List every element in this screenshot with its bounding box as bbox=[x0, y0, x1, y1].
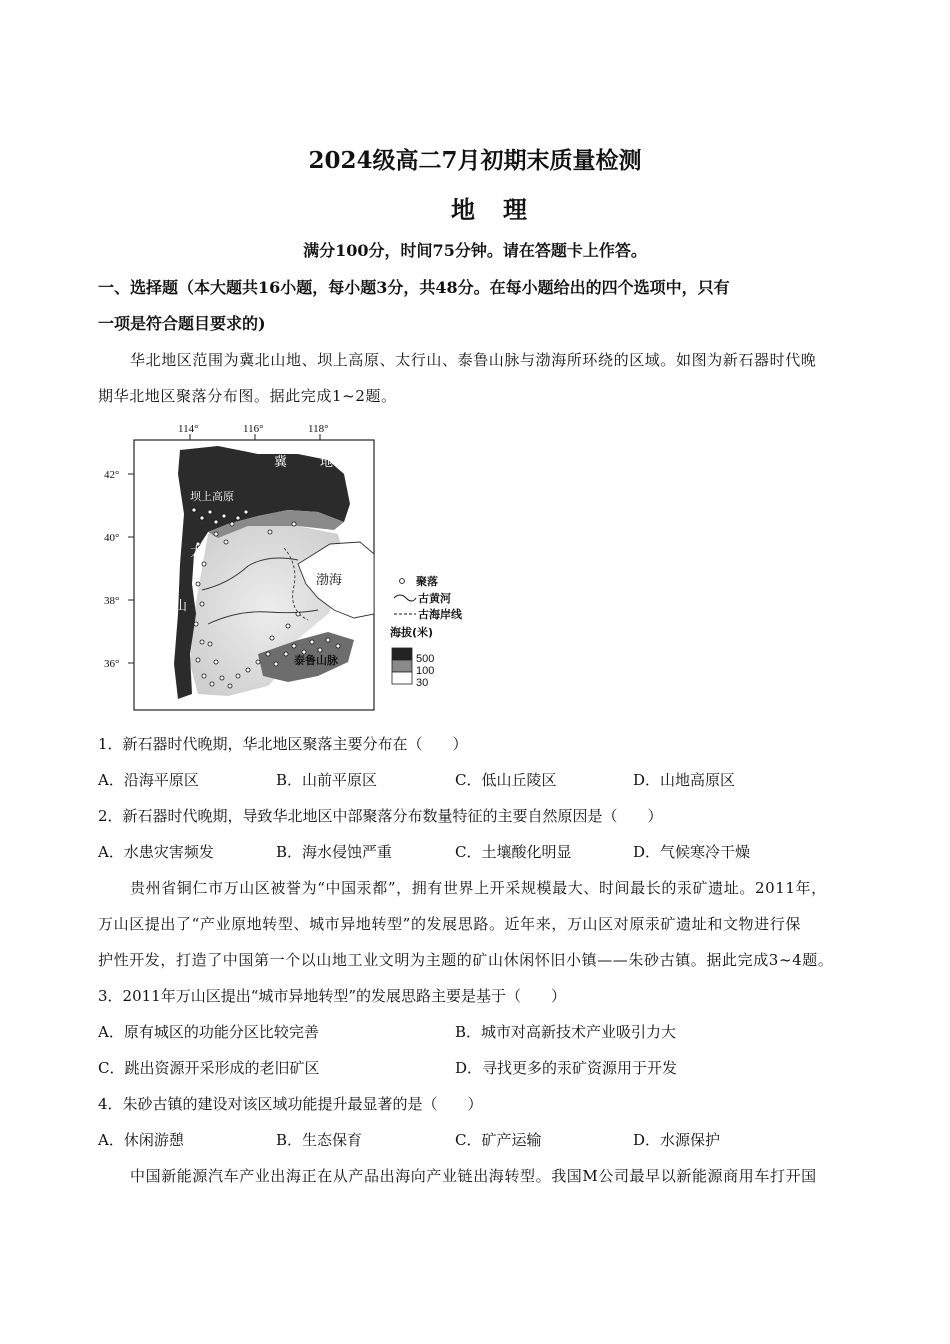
legend-elevation-title: 海拔(米) bbox=[390, 626, 434, 639]
lon-label-118: 118° bbox=[308, 423, 329, 435]
question-1-stem: 1．新石器时代晚期，华北地区聚落主要分布在（ ） bbox=[98, 735, 468, 753]
label-tailu: 泰鲁山脉 bbox=[294, 654, 338, 667]
subject-title: 地理 bbox=[451, 195, 555, 224]
lat-label-36: 36° bbox=[104, 658, 120, 670]
q2-option-b: B．海水侵蚀严重 bbox=[276, 843, 393, 861]
q4-option-c: C．矿产运输 bbox=[455, 1131, 542, 1149]
label-bohai: 渤海 bbox=[316, 573, 343, 588]
question-4-stem: 4．朱砂古镇的建设对该区域功能提升最显著的是（ ） bbox=[98, 1095, 483, 1113]
legend-swatch-100 bbox=[392, 660, 412, 672]
exam-note: 满分100分，时间75分钟。请在答题卡上作答。 bbox=[303, 241, 647, 260]
lon-label-116: 116° bbox=[243, 423, 264, 435]
legend-level-30: 30 bbox=[416, 677, 429, 689]
legend-settlement-icon bbox=[400, 579, 405, 584]
legend-level-500: 500 bbox=[416, 653, 435, 665]
lat-label-40: 40° bbox=[104, 532, 120, 544]
label-tai: 太 bbox=[190, 545, 204, 560]
passage1-line1: 华北地区范围为冀北山地、坝上高原、太行山、泰鲁山脉与渤海所环绕的区域。如图为新石器时代晚 bbox=[130, 351, 817, 369]
q4-option-a: A．休闲游憩 bbox=[98, 1131, 184, 1149]
legend-settlement: 聚落 bbox=[416, 575, 438, 588]
label-shan: 山 bbox=[174, 599, 188, 614]
settlement-map bbox=[98, 414, 478, 714]
q4-option-b: B．生态保育 bbox=[276, 1131, 363, 1149]
legend-swatch-500 bbox=[392, 648, 412, 660]
lat-label-42: 42° bbox=[104, 469, 120, 481]
label-di: 地 bbox=[320, 455, 334, 470]
q3-option-d: D．寻找更多的汞矿资源用于开发 bbox=[455, 1059, 678, 1077]
lat-label-38: 38° bbox=[104, 595, 120, 607]
passage2-line1: 贵州省铜仁市万山区被誉为“中国汞都”，拥有世界上开采规模最大、时间最长的汞矿遗址。2011年， bbox=[130, 879, 827, 897]
passage3-line1: 中国新能源汽车产业出海正在从产品出海向产业链出海转型。我国M公司最早以新能源商用车打开国 bbox=[130, 1167, 817, 1185]
lon-label-114: 114° bbox=[178, 423, 199, 435]
q1-option-c: C．低山丘陵区 bbox=[455, 771, 557, 789]
section-heading-line2: 一项是符合题目要求的) bbox=[98, 314, 266, 333]
q2-option-a: A．水患灾害频发 bbox=[98, 843, 214, 861]
legend-coastline: 古海岸线 bbox=[418, 608, 462, 621]
label-bashang: 坝上高原 bbox=[190, 490, 234, 503]
legend-swatch-30 bbox=[392, 672, 412, 684]
passage2-line3: 护性开发，打造了中国第一个以山地工业文明为主题的矿山休闲怀旧小镇——朱砂古镇。据此完成3~4题。 bbox=[98, 951, 834, 969]
q2-option-d: D．气候寒冷干燥 bbox=[633, 843, 751, 861]
q3-option-b: B．城市对高新技术产业吸引力大 bbox=[455, 1023, 677, 1041]
legend-yellow-river: 古黄河 bbox=[418, 592, 451, 605]
q3-option-a: A．原有城区的功能分区比较完善 bbox=[98, 1023, 319, 1041]
q1-option-d: D．山地高原区 bbox=[633, 771, 736, 789]
q1-option-b: B．山前平原区 bbox=[276, 771, 378, 789]
question-2-stem: 2．新石器时代晚期，导致华北地区中部聚落分布数量特征的主要自然原因是（ ） bbox=[98, 807, 663, 825]
q4-option-d: D．水源保护 bbox=[633, 1131, 721, 1149]
q3-option-c: C．跳出资源开采形成的老旧矿区 bbox=[98, 1059, 320, 1077]
q1-option-a: A．沿海平原区 bbox=[98, 771, 199, 789]
passage2-line2: 万山区提出了“产业原地转型、城市异地转型”的发展思路。近年来，万山区对原汞矿遗址和文物进行保 bbox=[98, 915, 801, 933]
exam-title: 2024级高二7月初期末质量检测 bbox=[308, 147, 642, 174]
label-ji: 冀 bbox=[274, 455, 288, 470]
legend-level-100: 100 bbox=[416, 665, 435, 677]
passage1-line2: 期华北地区聚落分布图。据此完成1~2题。 bbox=[98, 387, 397, 405]
legend-river-icon bbox=[394, 595, 416, 601]
q2-option-c: C．土壤酸化明显 bbox=[455, 843, 572, 861]
section-heading-line1: 一、选择题（本大题共16小题，每小题3分，共48分。在每小题给出的四个选项中，只有 bbox=[98, 278, 730, 297]
question-3-stem: 3．2011年万山区提出“城市异地转型”的发展思路主要是基于（ ） bbox=[98, 987, 567, 1005]
